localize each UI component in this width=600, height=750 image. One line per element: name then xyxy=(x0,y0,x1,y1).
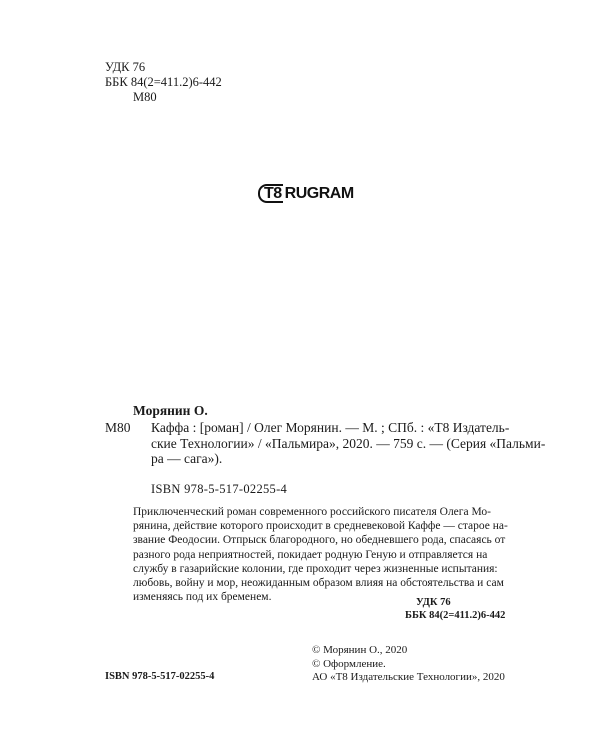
bbk-code-bottom: ББК 84(2=411.2)6-442 xyxy=(405,610,506,621)
catalog-author: Морянин О. xyxy=(133,403,208,418)
isbn-bottom: ISBN 978-5-517-02255-4 xyxy=(105,671,215,682)
classification-codes-top xyxy=(105,60,222,105)
annotation-line: Приключенческий роман современного российского писателя Олега Мо- xyxy=(133,506,491,518)
logo-name: RUGRAM xyxy=(284,185,354,202)
copyright-line: АО «Т8 Издательские Технологии», 2020 xyxy=(312,671,505,683)
udk-code: УДК 76 xyxy=(105,60,146,74)
annotation-line: любовь, войну и мор, неожиданным образом влияя на обстоятельства и сам xyxy=(133,577,504,590)
classification-codes-bottom xyxy=(405,596,505,622)
bbk-code: ББК 84(2=411.2)6-442 xyxy=(105,75,222,89)
annotation-line: рянина, действие которого происходит в средневековой Каффе — старое на- xyxy=(133,520,508,533)
copyright-block xyxy=(312,644,505,685)
author-cipher: М80 xyxy=(133,90,157,104)
entry-line: Каффа : [роман] / Олег Морянин. — М. ; СПб. : «Т8 Издатель- xyxy=(151,420,510,435)
bibliographic-entry xyxy=(151,420,546,467)
annotation-line: разного рода неприятностей, покидает родную Геную и отправляется на xyxy=(133,548,488,561)
annotation-line: звание Феодосии. Отпрыск благородного, но обедневшего рода, спасаясь от xyxy=(133,534,506,547)
entry-line: ра — сага»). xyxy=(151,451,223,466)
catalog-cipher: М80 xyxy=(105,420,131,435)
entry-line: ские Технологии» / «Пальмира», 2020. — 759 с. — (Серия «Пальми- xyxy=(151,435,546,451)
udk-code-bottom: УДК 76 xyxy=(416,597,451,608)
catalog-isbn: ISBN 978-5-517-02255-4 xyxy=(151,482,288,496)
copyright-line: © Оформление. xyxy=(312,657,386,670)
publisher-logo xyxy=(258,184,354,203)
book-annotation xyxy=(133,505,508,604)
annotation-line: службу в газарийские колонии, где проходит через жизненные испытания: xyxy=(133,562,498,575)
copyright-line: © Морянин О., 2020 xyxy=(312,644,408,656)
annotation-line: изменяясь под их бременем. xyxy=(133,591,272,604)
logo-mark: T8 xyxy=(258,184,283,203)
